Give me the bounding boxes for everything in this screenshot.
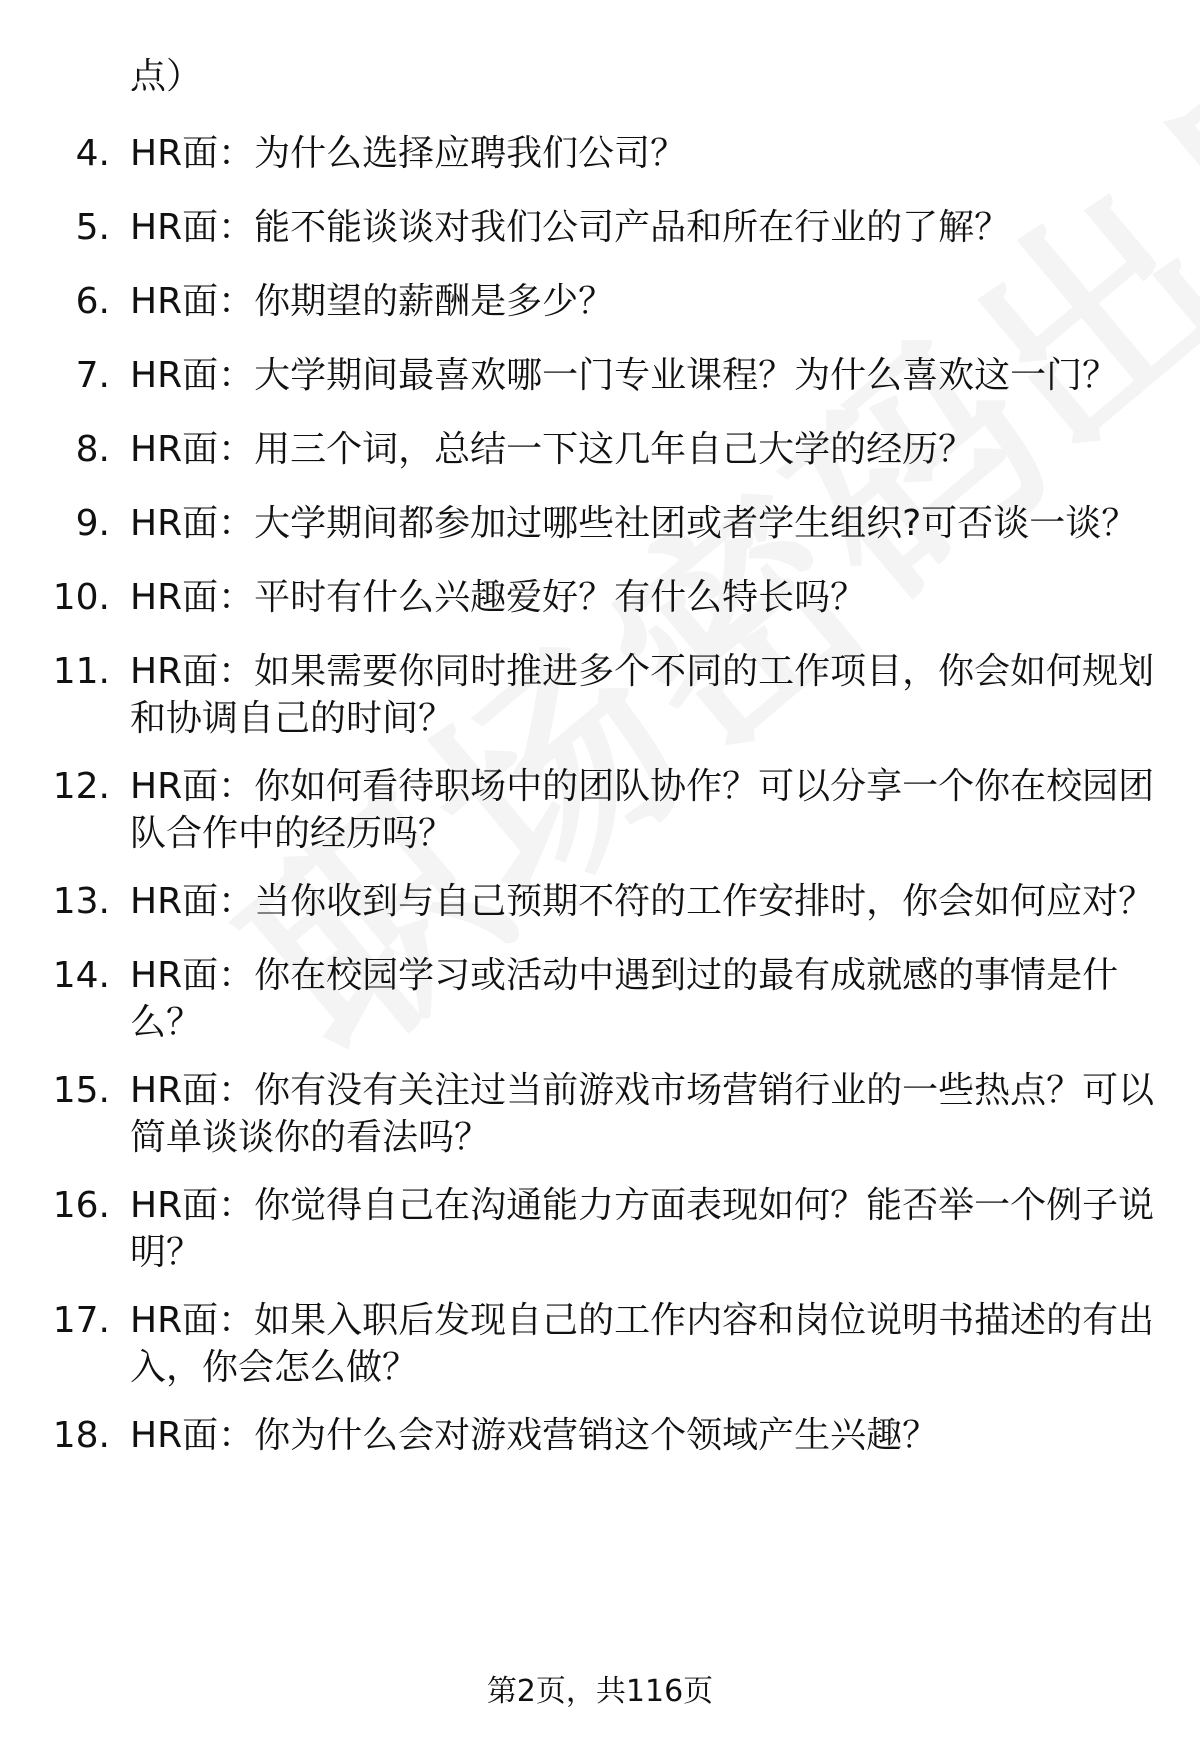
list-item-text: HR面：用三个词，总结一下这几年自己大学的经历？	[130, 429, 975, 470]
list-item-number: 13.	[52, 881, 110, 922]
list-item-text: 和协调自己的时间？	[130, 698, 455, 739]
list-item-text: HR面：你为什么会对游戏营销这个领域产生兴趣？	[130, 1415, 939, 1456]
list-item-text: HR面：如果入职后发现自己的工作内容和岗位说明书描述的有出	[130, 1300, 1155, 1341]
list-item-text: 入，你会怎么做？	[130, 1347, 419, 1388]
list-item-text: HR面：大学期间都参加过哪些社团或者学生组织?可否谈一谈？	[130, 503, 1138, 544]
list-item-number: 11.	[52, 651, 110, 692]
list-item-number: 9.	[75, 503, 110, 544]
list-item-number: 17.	[52, 1300, 110, 1341]
list-item-text: HR面：当你收到与自己预期不符的工作安排时，你会如何应对？	[130, 881, 1155, 922]
list-item-number: 6.	[75, 281, 110, 322]
list-item-number: 4.	[75, 133, 110, 174]
list-item-number: 15.	[52, 1070, 110, 1111]
list-item-text: HR面：你期望的薪酬是多少？	[130, 281, 615, 322]
list-item-number: 8.	[75, 429, 110, 470]
list-item-text: HR面：为什么选择应聘我们公司？	[130, 133, 687, 174]
list-item-text: HR面：你觉得自己在沟通能力方面表现如何？能否举一个例子说	[130, 1185, 1155, 1226]
list-item-text: HR面：你在校园学习或活动中遇到过的最有成就感的事情是什	[130, 955, 1119, 996]
list-item-number: 14.	[52, 955, 110, 996]
list-item-number: 16.	[52, 1185, 110, 1226]
page-footer: 第2页，共116页	[486, 1674, 714, 1709]
list-item-number: 12.	[52, 766, 110, 807]
list-item-number: 5.	[75, 207, 110, 248]
list-item-text: 么？	[130, 1002, 203, 1043]
list-item-text: 简单谈谈你的看法吗？	[130, 1117, 491, 1158]
list-item-text: 明？	[130, 1232, 203, 1273]
list-item-text: HR面：如果需要你同时推进多个不同的工作项目，你会如何规划	[130, 651, 1155, 692]
list-item-text: HR面：大学期间最喜欢哪一门专业课程？为什么喜欢这一门？	[130, 355, 1119, 396]
list-item-text: HR面：平时有什么兴趣爱好？有什么特长吗？	[130, 577, 867, 618]
list-item-text: 队合作中的经历吗？	[130, 813, 455, 854]
list-item-number: 10.	[52, 577, 110, 618]
list-item-number: 7.	[75, 355, 110, 396]
list-item-text: HR面：能不能谈谈对我们公司产品和所在行业的了解？	[130, 207, 1011, 248]
continuation-text: 点）	[130, 56, 203, 97]
list-item-text: HR面：你有没有关注过当前游戏市场营销行业的一些热点？可以	[130, 1070, 1155, 1111]
list-item-number: 18.	[52, 1415, 110, 1456]
list-item-text: HR面：你如何看待职场中的团队协作？可以分享一个你在校园团	[130, 766, 1155, 807]
